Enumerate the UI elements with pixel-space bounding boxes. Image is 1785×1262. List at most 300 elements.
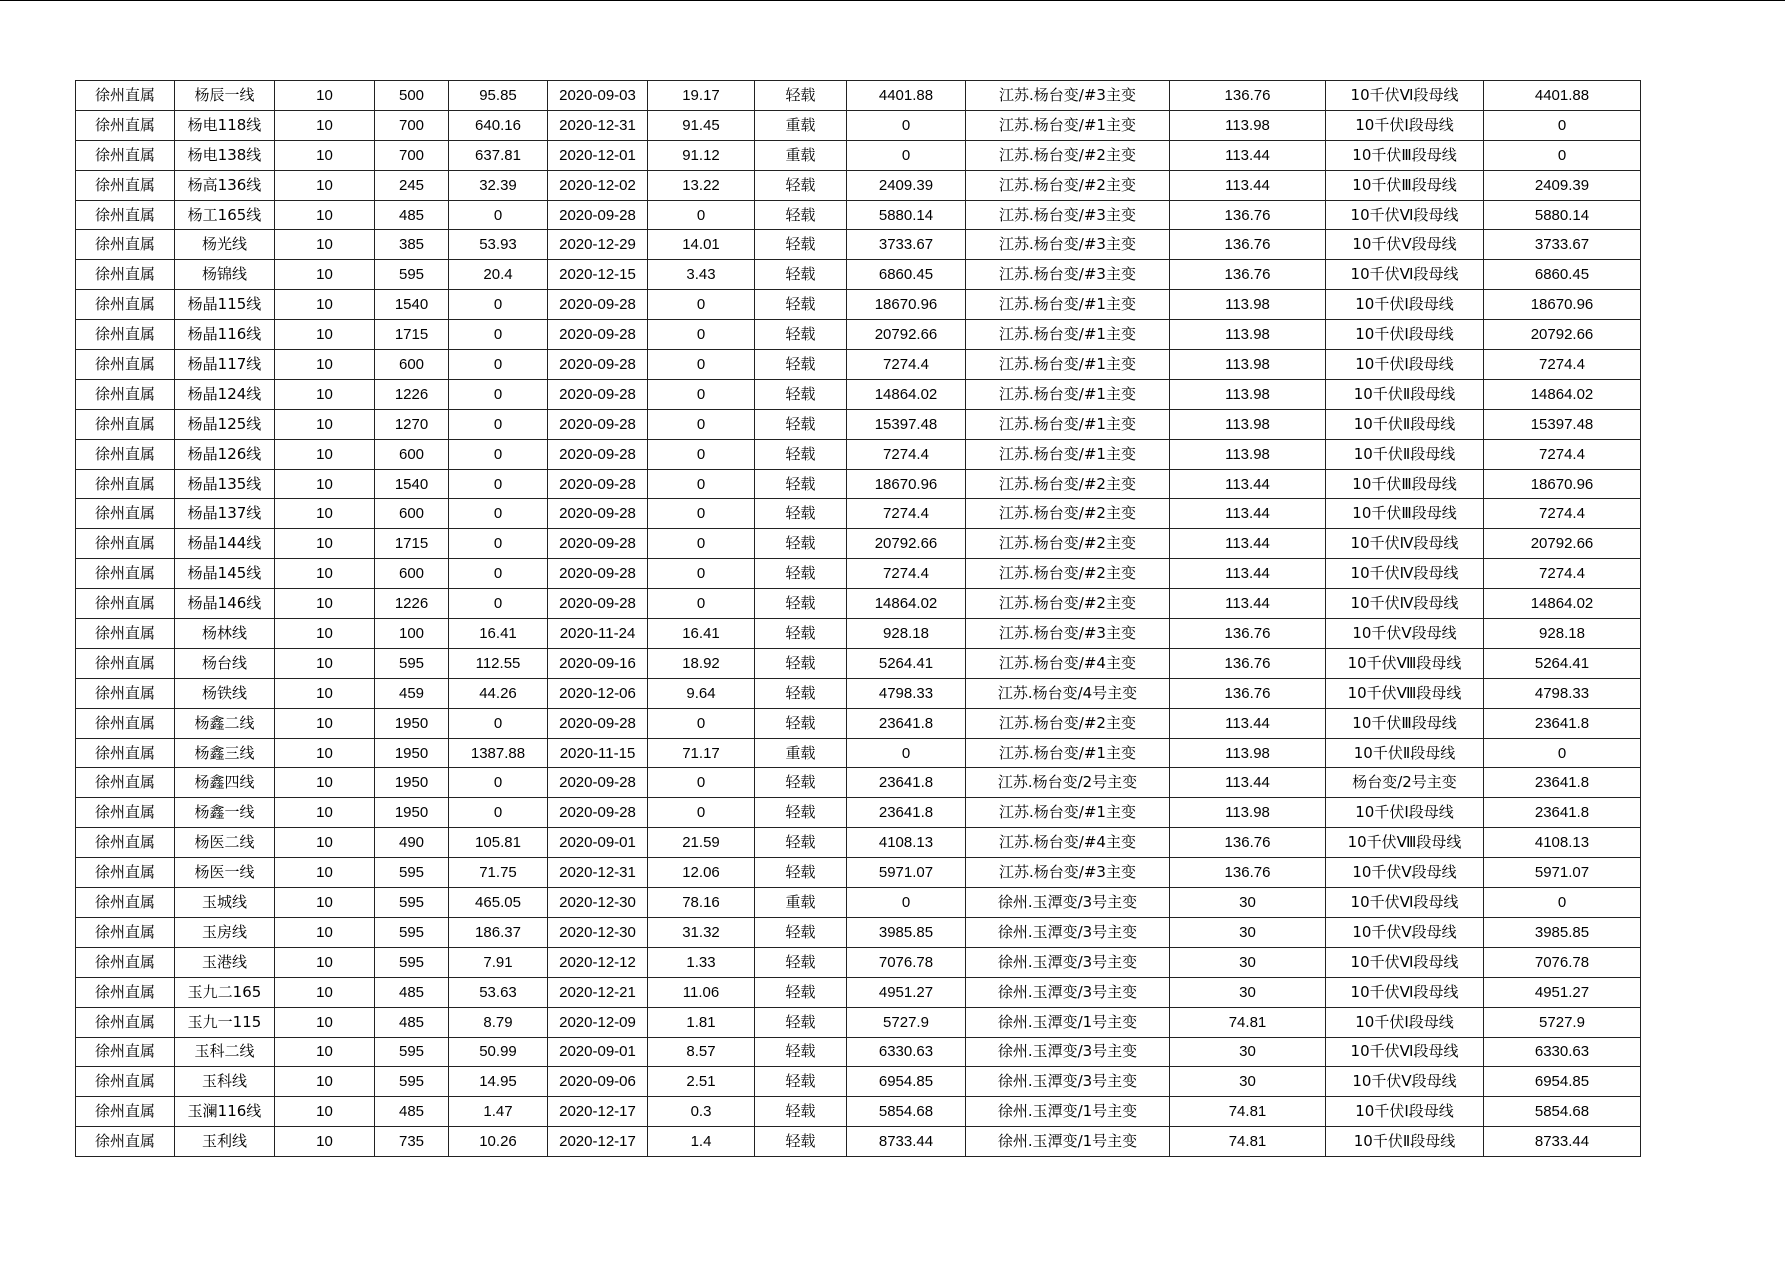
load-status-cell: 轻载 <box>755 320 847 350</box>
line-name-cell: 杨光线 <box>175 230 275 260</box>
voltage-cell: 10 <box>275 648 375 678</box>
transformer-margin-cell: 113.44 <box>1170 529 1326 559</box>
busbar-cell: 10千伏Ⅰ段母线 <box>1326 110 1484 140</box>
transformer-cell: 江苏.杨台变/#1主变 <box>966 290 1170 320</box>
load-rate-cell: 14.01 <box>648 230 755 260</box>
line-name-cell: 杨医一线 <box>175 858 275 888</box>
voltage-cell: 10 <box>275 200 375 230</box>
date-cell: 2020-09-03 <box>548 81 648 111</box>
transformer-cell: 江苏.杨台变/#3主变 <box>966 619 1170 649</box>
table-row <box>76 798 1641 828</box>
line-name-cell: 杨晶135线 <box>175 469 275 499</box>
transformer-margin-cell: 30 <box>1170 917 1326 947</box>
load-status-cell: 轻载 <box>755 828 847 858</box>
transformer-margin-cell: 136.76 <box>1170 81 1326 111</box>
table-row <box>76 1127 1641 1157</box>
available-capacity-cell: 7076.78 <box>847 947 966 977</box>
table-row <box>76 977 1641 1007</box>
date-cell: 2020-12-31 <box>548 110 648 140</box>
transformer-margin-cell: 113.44 <box>1170 708 1326 738</box>
table-row <box>76 589 1641 619</box>
date-cell: 2020-12-17 <box>548 1097 648 1127</box>
unit-cell: 徐州直属 <box>76 1037 175 1067</box>
date-cell: 2020-12-15 <box>548 260 648 290</box>
line-name-cell: 杨辰一线 <box>175 81 275 111</box>
transformer-margin-cell: 30 <box>1170 1037 1326 1067</box>
table-row <box>76 320 1641 350</box>
transformer-margin-cell: 113.44 <box>1170 499 1326 529</box>
table-row <box>76 260 1641 290</box>
line-name-cell: 杨鑫三线 <box>175 738 275 768</box>
capacity-cell: 600 <box>375 350 449 380</box>
max-load-cell: 53.63 <box>449 977 548 1007</box>
table-row <box>76 350 1641 380</box>
voltage-cell: 10 <box>275 469 375 499</box>
busbar-cell: 10千伏Ⅰ段母线 <box>1326 1007 1484 1037</box>
load-rate-cell: 9.64 <box>648 678 755 708</box>
load-status-cell: 重载 <box>755 738 847 768</box>
max-load-cell: 0 <box>449 768 548 798</box>
capacity-cell: 1540 <box>375 290 449 320</box>
busbar-cell: 10千伏Ⅱ段母线 <box>1326 1127 1484 1157</box>
table-row <box>76 708 1641 738</box>
available-capacity-cell: 6860.45 <box>847 260 966 290</box>
available-capacity-cell: 0 <box>847 110 966 140</box>
load-status-cell: 重载 <box>755 110 847 140</box>
max-load-cell: 0 <box>449 589 548 619</box>
load-status-cell: 轻载 <box>755 350 847 380</box>
capacity-cell: 459 <box>375 678 449 708</box>
date-cell: 2020-09-01 <box>548 828 648 858</box>
load-rate-cell: 1.33 <box>648 947 755 977</box>
unit-cell: 徐州直属 <box>76 409 175 439</box>
load-rate-cell: 11.06 <box>648 977 755 1007</box>
load-status-cell: 轻载 <box>755 439 847 469</box>
transformer-margin-cell: 113.44 <box>1170 589 1326 619</box>
voltage-cell: 10 <box>275 559 375 589</box>
voltage-cell: 10 <box>275 678 375 708</box>
transformer-cell: 江苏.杨台变/#2主变 <box>966 170 1170 200</box>
line-name-cell: 玉九一115 <box>175 1007 275 1037</box>
transformer-cell: 徐州.玉潭变/3号主变 <box>966 917 1170 947</box>
page-top-border <box>0 0 1785 1</box>
unit-cell: 徐州直属 <box>76 678 175 708</box>
max-load-cell: 0 <box>449 290 548 320</box>
unit-cell: 徐州直属 <box>76 619 175 649</box>
capacity-cell: 485 <box>375 977 449 1007</box>
capacity-cell: 1715 <box>375 529 449 559</box>
load-rate-cell: 91.45 <box>648 110 755 140</box>
capacity-cell: 1226 <box>375 589 449 619</box>
load-status-cell: 轻载 <box>755 230 847 260</box>
line-name-cell: 杨晶115线 <box>175 290 275 320</box>
transformer-margin-cell: 136.76 <box>1170 678 1326 708</box>
final-capacity-cell: 928.18 <box>1484 619 1641 649</box>
transformer-cell: 徐州.玉潭变/1号主变 <box>966 1127 1170 1157</box>
capacity-cell: 485 <box>375 200 449 230</box>
voltage-cell: 10 <box>275 619 375 649</box>
transformer-margin-cell: 113.44 <box>1170 768 1326 798</box>
voltage-cell: 10 <box>275 977 375 1007</box>
date-cell: 2020-09-28 <box>548 589 648 619</box>
max-load-cell: 0 <box>449 439 548 469</box>
max-load-cell: 0 <box>449 350 548 380</box>
max-load-cell: 1387.88 <box>449 738 548 768</box>
available-capacity-cell: 5880.14 <box>847 200 966 230</box>
unit-cell: 徐州直属 <box>76 828 175 858</box>
capacity-cell: 600 <box>375 559 449 589</box>
max-load-cell: 8.79 <box>449 1007 548 1037</box>
max-load-cell: 50.99 <box>449 1037 548 1067</box>
max-load-cell: 95.85 <box>449 81 548 111</box>
busbar-cell: 10千伏Ⅵ段母线 <box>1326 1037 1484 1067</box>
final-capacity-cell: 0 <box>1484 738 1641 768</box>
final-capacity-cell: 7274.4 <box>1484 439 1641 469</box>
date-cell: 2020-09-28 <box>548 290 648 320</box>
max-load-cell: 465.05 <box>449 888 548 918</box>
capacity-cell: 600 <box>375 439 449 469</box>
load-rate-cell: 0 <box>648 529 755 559</box>
load-status-cell: 重载 <box>755 888 847 918</box>
capacity-cell: 485 <box>375 1097 449 1127</box>
load-status-cell: 轻载 <box>755 170 847 200</box>
load-status-cell: 重载 <box>755 140 847 170</box>
load-status-cell: 轻载 <box>755 379 847 409</box>
busbar-cell: 10千伏Ⅵ段母线 <box>1326 260 1484 290</box>
capacity-cell: 1950 <box>375 768 449 798</box>
max-load-cell: 105.81 <box>449 828 548 858</box>
available-capacity-cell: 2409.39 <box>847 170 966 200</box>
final-capacity-cell: 23641.8 <box>1484 708 1641 738</box>
transformer-margin-cell: 30 <box>1170 977 1326 1007</box>
max-load-cell: 0 <box>449 499 548 529</box>
transformer-margin-cell: 30 <box>1170 947 1326 977</box>
transformer-cell: 徐州.玉潭变/3号主变 <box>966 888 1170 918</box>
voltage-cell: 10 <box>275 858 375 888</box>
unit-cell: 徐州直属 <box>76 170 175 200</box>
voltage-cell: 10 <box>275 1097 375 1127</box>
table-row <box>76 888 1641 918</box>
line-name-cell: 杨鑫一线 <box>175 798 275 828</box>
transformer-margin-cell: 136.76 <box>1170 200 1326 230</box>
capacity-cell: 595 <box>375 260 449 290</box>
capacity-cell: 245 <box>375 170 449 200</box>
available-capacity-cell: 3733.67 <box>847 230 966 260</box>
load-status-cell: 轻载 <box>755 798 847 828</box>
line-name-cell: 杨电118线 <box>175 110 275 140</box>
final-capacity-cell: 23641.8 <box>1484 798 1641 828</box>
capacity-cell: 1715 <box>375 320 449 350</box>
voltage-cell: 10 <box>275 499 375 529</box>
table-row <box>76 469 1641 499</box>
transformer-margin-cell: 30 <box>1170 1067 1326 1097</box>
final-capacity-cell: 7274.4 <box>1484 499 1641 529</box>
unit-cell: 徐州直属 <box>76 858 175 888</box>
date-cell: 2020-12-01 <box>548 140 648 170</box>
voltage-cell: 10 <box>275 1127 375 1157</box>
unit-cell: 徐州直属 <box>76 648 175 678</box>
max-load-cell: 0 <box>449 200 548 230</box>
final-capacity-cell: 6330.63 <box>1484 1037 1641 1067</box>
table-row <box>76 409 1641 439</box>
table-row <box>76 379 1641 409</box>
transformer-cell: 徐州.玉潭变/1号主变 <box>966 1097 1170 1127</box>
table-row <box>76 200 1641 230</box>
line-name-cell: 玉科线 <box>175 1067 275 1097</box>
line-name-cell: 杨晶117线 <box>175 350 275 380</box>
final-capacity-cell: 5880.14 <box>1484 200 1641 230</box>
final-capacity-cell: 0 <box>1484 888 1641 918</box>
load-rate-cell: 0 <box>648 798 755 828</box>
available-capacity-cell: 6954.85 <box>847 1067 966 1097</box>
final-capacity-cell: 6954.85 <box>1484 1067 1641 1097</box>
table-row <box>76 290 1641 320</box>
transformer-margin-cell: 113.98 <box>1170 798 1326 828</box>
date-cell: 2020-12-21 <box>548 977 648 1007</box>
line-name-cell: 玉科二线 <box>175 1037 275 1067</box>
capacity-cell: 735 <box>375 1127 449 1157</box>
load-rate-cell: 71.17 <box>648 738 755 768</box>
date-cell: 2020-09-28 <box>548 409 648 439</box>
final-capacity-cell: 3733.67 <box>1484 230 1641 260</box>
unit-cell: 徐州直属 <box>76 708 175 738</box>
load-rate-cell: 0 <box>648 350 755 380</box>
load-rate-cell: 1.81 <box>648 1007 755 1037</box>
transformer-margin-cell: 113.44 <box>1170 170 1326 200</box>
transformer-cell: 江苏.杨台变/#3主变 <box>966 858 1170 888</box>
max-load-cell: 44.26 <box>449 678 548 708</box>
voltage-cell: 10 <box>275 768 375 798</box>
unit-cell: 徐州直属 <box>76 81 175 111</box>
busbar-cell: 10千伏Ⅳ段母线 <box>1326 589 1484 619</box>
line-name-cell: 杨医二线 <box>175 828 275 858</box>
transformer-cell: 徐州.玉潭变/1号主变 <box>966 1007 1170 1037</box>
max-load-cell: 53.93 <box>449 230 548 260</box>
busbar-cell: 10千伏Ⅵ段母线 <box>1326 977 1484 1007</box>
load-status-cell: 轻载 <box>755 529 847 559</box>
load-status-cell: 轻载 <box>755 409 847 439</box>
load-rate-cell: 21.59 <box>648 828 755 858</box>
transformer-cell: 江苏.杨台变/#2主变 <box>966 589 1170 619</box>
busbar-cell: 杨台变/2号主变 <box>1326 768 1484 798</box>
busbar-cell: 10千伏Ⅱ段母线 <box>1326 409 1484 439</box>
load-status-cell: 轻载 <box>755 1127 847 1157</box>
date-cell: 2020-12-31 <box>548 858 648 888</box>
available-capacity-cell: 7274.4 <box>847 559 966 589</box>
busbar-cell: 10千伏Ⅵ段母线 <box>1326 947 1484 977</box>
available-capacity-cell: 23641.8 <box>847 708 966 738</box>
date-cell: 2020-09-16 <box>548 648 648 678</box>
unit-cell: 徐州直属 <box>76 977 175 1007</box>
date-cell: 2020-12-06 <box>548 678 648 708</box>
voltage-cell: 10 <box>275 529 375 559</box>
transformer-cell: 江苏.杨台变/#2主变 <box>966 708 1170 738</box>
available-capacity-cell: 0 <box>847 140 966 170</box>
voltage-cell: 10 <box>275 260 375 290</box>
transformer-cell: 江苏.杨台变/#3主变 <box>966 260 1170 290</box>
capacity-cell: 1226 <box>375 379 449 409</box>
voltage-cell: 10 <box>275 708 375 738</box>
capacity-cell: 595 <box>375 917 449 947</box>
date-cell: 2020-09-28 <box>548 529 648 559</box>
capacity-cell: 1950 <box>375 738 449 768</box>
final-capacity-cell: 0 <box>1484 110 1641 140</box>
final-capacity-cell: 20792.66 <box>1484 529 1641 559</box>
date-cell: 2020-09-28 <box>548 499 648 529</box>
transformer-cell: 江苏.杨台变/#1主变 <box>966 350 1170 380</box>
capacity-cell: 595 <box>375 648 449 678</box>
load-rate-cell: 16.41 <box>648 619 755 649</box>
transformer-cell: 江苏.杨台变/#2主变 <box>966 140 1170 170</box>
transformer-margin-cell: 136.76 <box>1170 260 1326 290</box>
final-capacity-cell: 7274.4 <box>1484 559 1641 589</box>
max-load-cell: 640.16 <box>449 110 548 140</box>
line-name-cell: 杨台线 <box>175 648 275 678</box>
transformer-margin-cell: 113.44 <box>1170 469 1326 499</box>
load-status-cell: 轻载 <box>755 200 847 230</box>
voltage-cell: 10 <box>275 320 375 350</box>
max-load-cell: 0 <box>449 320 548 350</box>
line-name-cell: 杨电138线 <box>175 140 275 170</box>
available-capacity-cell: 18670.96 <box>847 290 966 320</box>
table-row <box>76 738 1641 768</box>
transformer-margin-cell: 113.98 <box>1170 290 1326 320</box>
capacity-cell: 595 <box>375 947 449 977</box>
load-rate-cell: 0 <box>648 559 755 589</box>
voltage-cell: 10 <box>275 947 375 977</box>
available-capacity-cell: 14864.02 <box>847 379 966 409</box>
line-name-cell: 杨工165线 <box>175 200 275 230</box>
load-status-cell: 轻载 <box>755 1097 847 1127</box>
load-status-cell: 轻载 <box>755 947 847 977</box>
busbar-cell: 10千伏Ⅲ段母线 <box>1326 140 1484 170</box>
load-rate-cell: 0 <box>648 499 755 529</box>
load-rate-cell: 0 <box>648 409 755 439</box>
final-capacity-cell: 4798.33 <box>1484 678 1641 708</box>
voltage-cell: 10 <box>275 439 375 469</box>
unit-cell: 徐州直属 <box>76 439 175 469</box>
busbar-cell: 10千伏Ⅰ段母线 <box>1326 290 1484 320</box>
unit-cell: 徐州直属 <box>76 1127 175 1157</box>
capacity-cell: 1950 <box>375 708 449 738</box>
voltage-cell: 10 <box>275 290 375 320</box>
final-capacity-cell: 4108.13 <box>1484 828 1641 858</box>
unit-cell: 徐州直属 <box>76 230 175 260</box>
busbar-cell: 10千伏Ⅰ段母线 <box>1326 1097 1484 1127</box>
voltage-cell: 10 <box>275 589 375 619</box>
voltage-cell: 10 <box>275 1037 375 1067</box>
date-cell: 2020-12-09 <box>548 1007 648 1037</box>
unit-cell: 徐州直属 <box>76 529 175 559</box>
transformer-margin-cell: 136.76 <box>1170 619 1326 649</box>
unit-cell: 徐州直属 <box>76 1067 175 1097</box>
date-cell: 2020-11-15 <box>548 738 648 768</box>
load-rate-cell: 8.57 <box>648 1037 755 1067</box>
transformer-cell: 江苏.杨台变/#2主变 <box>966 499 1170 529</box>
load-rate-cell: 18.92 <box>648 648 755 678</box>
unit-cell: 徐州直属 <box>76 110 175 140</box>
final-capacity-cell: 20792.66 <box>1484 320 1641 350</box>
transformer-cell: 江苏.杨台变/#1主变 <box>966 320 1170 350</box>
available-capacity-cell: 18670.96 <box>847 469 966 499</box>
busbar-cell: 10千伏Ⅵ段母线 <box>1326 888 1484 918</box>
final-capacity-cell: 23641.8 <box>1484 768 1641 798</box>
load-rate-cell: 0 <box>648 439 755 469</box>
load-status-cell: 轻载 <box>755 260 847 290</box>
date-cell: 2020-09-28 <box>548 798 648 828</box>
busbar-cell: 10千伏Ⅵ段母线 <box>1326 200 1484 230</box>
load-rate-cell: 91.12 <box>648 140 755 170</box>
transformer-cell: 江苏.杨台变/2号主变 <box>966 768 1170 798</box>
load-status-cell: 轻载 <box>755 678 847 708</box>
available-capacity-cell: 4951.27 <box>847 977 966 1007</box>
load-rate-cell: 0 <box>648 379 755 409</box>
load-status-cell: 轻载 <box>755 1067 847 1097</box>
capacity-cell: 1540 <box>375 469 449 499</box>
transformer-cell: 江苏.杨台变/#1主变 <box>966 798 1170 828</box>
date-cell: 2020-09-28 <box>548 350 648 380</box>
max-load-cell: 20.4 <box>449 260 548 290</box>
busbar-cell: 10千伏Ⅴ段母线 <box>1326 230 1484 260</box>
voltage-cell: 10 <box>275 81 375 111</box>
transformer-margin-cell: 136.76 <box>1170 648 1326 678</box>
capacity-cell: 1950 <box>375 798 449 828</box>
busbar-cell: 10千伏Ⅳ段母线 <box>1326 529 1484 559</box>
busbar-cell: 10千伏Ⅱ段母线 <box>1326 379 1484 409</box>
date-cell: 2020-09-28 <box>548 379 648 409</box>
line-name-cell: 玉九二165 <box>175 977 275 1007</box>
available-capacity-cell: 3985.85 <box>847 917 966 947</box>
transformer-cell: 江苏.杨台变/#4主变 <box>966 828 1170 858</box>
max-load-cell: 0 <box>449 469 548 499</box>
line-name-cell: 杨晶144线 <box>175 529 275 559</box>
available-capacity-cell: 0 <box>847 888 966 918</box>
unit-cell: 徐州直属 <box>76 768 175 798</box>
unit-cell: 徐州直属 <box>76 798 175 828</box>
load-status-cell: 轻载 <box>755 977 847 1007</box>
date-cell: 2020-09-01 <box>548 1037 648 1067</box>
transformer-cell: 江苏.杨台变/4号主变 <box>966 678 1170 708</box>
max-load-cell: 7.91 <box>449 947 548 977</box>
transformer-margin-cell: 113.98 <box>1170 439 1326 469</box>
unit-cell: 徐州直属 <box>76 1007 175 1037</box>
table-row <box>76 828 1641 858</box>
transformer-margin-cell: 113.98 <box>1170 110 1326 140</box>
max-load-cell: 16.41 <box>449 619 548 649</box>
transformer-cell: 江苏.杨台变/#3主变 <box>966 200 1170 230</box>
max-load-cell: 112.55 <box>449 648 548 678</box>
final-capacity-cell: 5264.41 <box>1484 648 1641 678</box>
line-name-cell: 杨林线 <box>175 619 275 649</box>
capacity-cell: 700 <box>375 140 449 170</box>
available-capacity-cell: 8733.44 <box>847 1127 966 1157</box>
final-capacity-cell: 5971.07 <box>1484 858 1641 888</box>
load-status-cell: 轻载 <box>755 589 847 619</box>
transformer-margin-cell: 113.44 <box>1170 140 1326 170</box>
busbar-cell: 10千伏Ⅵ段母线 <box>1326 81 1484 111</box>
date-cell: 2020-12-30 <box>548 917 648 947</box>
unit-cell: 徐州直属 <box>76 888 175 918</box>
final-capacity-cell: 15397.48 <box>1484 409 1641 439</box>
capacity-cell: 500 <box>375 81 449 111</box>
transformer-margin-cell: 113.98 <box>1170 409 1326 439</box>
final-capacity-cell: 4951.27 <box>1484 977 1641 1007</box>
line-name-cell: 玉利线 <box>175 1127 275 1157</box>
transformer-margin-cell: 74.81 <box>1170 1127 1326 1157</box>
table-row <box>76 858 1641 888</box>
line-name-cell: 杨晶125线 <box>175 409 275 439</box>
transformer-margin-cell: 113.98 <box>1170 738 1326 768</box>
